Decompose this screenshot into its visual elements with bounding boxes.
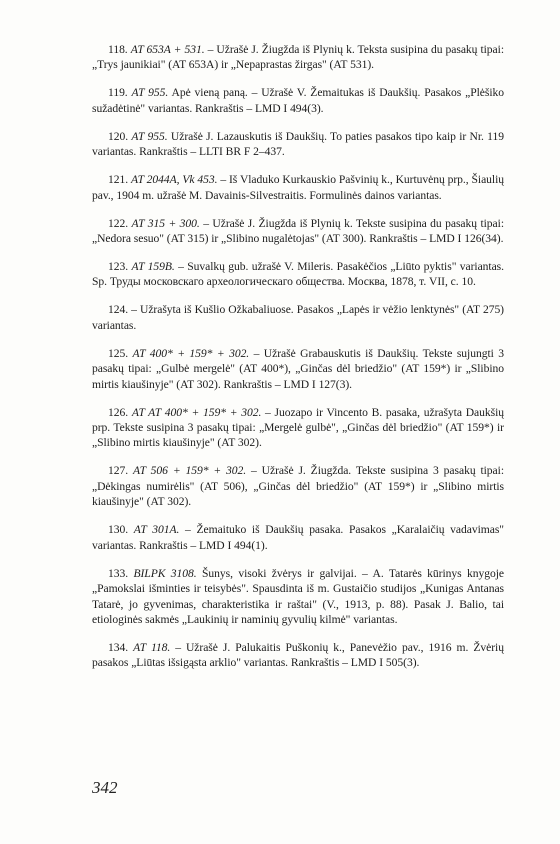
note-text: – Užrašė J. Žiugžda iš Plynių k. Tekste susipina du pasakų tipai: „Nedora sesuo" (AT 315) ir „Slibino nugalėtojas" (AT 300). Rankraštis – LMD I 126(34). [92,216,504,246]
note-number: 127. [108,464,129,478]
note-number: 124. [108,303,129,317]
note-134 [92,640,504,671]
note-number: 120. [108,129,129,143]
note-number: 134. [108,640,129,654]
note-reference: AT 955. [131,129,168,143]
note-reference: AT 400* + 159* + 302. [132,346,250,360]
note-number: 123. [108,260,129,274]
note-text: – Juozapo ir Vincento B. pasaka, užrašyta Daukšių prp. Tekste susipina 3 pasakų tipai: „Mergelė gulbė", „Ginčas dėl briedžio" (AT 159*) ir „Slibino mirtis kiaušinyje" (AT 302). [92,405,504,450]
note-text: Užrašė J. Lazauskutis iš Daukšių. To paties pasakos tipo kaip ir Nr. 119 variantas. Rankraštis – LLTI BR F 2–437. [92,129,504,159]
note-number: 122. [108,216,129,230]
note-text: – Iš Vladuko Kurkauskio Pašvinių k., Kurtuvėnų prp., Šiaulių pav., 1904 m. užrašė M. Davainis-Silvestraitis. Formulinės dainos variantas. [92,173,504,202]
note-text: – Suvalkų gub. užrašė V. Mileris. Pasakėčios „Liūto pyktis" variantas. Sp. Труды московскаго археологическаго общества. Москва, 1878, т. VII, с. 10. [92,260,504,289]
note-122 [92,216,504,247]
note-118 [92,42,504,73]
note-reference: AT 2044A, Vk 453. [130,173,218,187]
note-reference: BILPK 3108. [133,566,197,580]
note-121 [92,172,504,203]
note-text: – Užrašė J. Žiugžda iš Plynių k. Teksta susipina du pasakų tipai: „Trys jaunikiai" (AT 653A) ir „Nepaprastas žirgas" (AT 531). [92,43,504,72]
note-124 [92,302,504,333]
note-reference: AT 506 + 159* + 302. [133,464,247,478]
note-text: – Užrašyta iš Kušlio Ožkabaliuose. Pasakos „Lapės ir vėžio lenktynės" (AT 275) variantas. [92,303,504,332]
note-reference: AT AT 400* + 159* + 302. [131,405,262,419]
note-120 [92,129,504,160]
note-number: 121. [108,173,129,187]
note-reference: AT 159B. [131,260,175,274]
page-number: 342 [92,778,118,797]
note-number: 126. [108,405,129,419]
note-reference: AT 653A + 531. [130,43,205,56]
note-reference: AT 955. [131,86,169,100]
note-number: 130. [108,523,129,537]
note-125 [92,346,504,392]
note-133 [92,566,504,628]
note-123 [92,259,504,290]
note-119 [92,85,504,116]
note-text: Apė vieną paną. – Užrašė V. Žemaitukas iš Daukšių. Pasakos „Plėšiko sužadėtinė" variantas. Rankraštis – LMD I 494(3). [92,86,504,115]
note-text: – Užrašė J. Palukaitis Puškonių k., Panevėžio pav., 1916 m. Žvėrių pasakos „Liūtas išsigąsta arklio" variantas. Rankraštis – LMD I 505(3). [92,640,504,670]
note-127 [92,463,504,509]
note-reference: AT 315 + 300. [131,216,200,230]
note-text: Šunys, visoki žvėrys ir galvijai. – A. Tatarės kūrinys knygoje „Pamokslai išminties ir teisybės". Spausdinta iš m. Gustaičio studijos „Kunigas Antanas Tatarė, jo gyvenimas, charakteristika ir raštai" (V., 1913, p. 88). Pasak J. Balio, tai etiologinės sakmės „Laukinių ir naminių gyvulių kilmė" variantas. [92,566,504,626]
note-number: 118. [108,43,128,56]
note-130 [92,522,504,553]
note-text: – Užrašė Grabauskutis iš Daukšių. Tekste sujungti 3 pasakų tipai: „Gulbė mergelė" (AT 400*), „Ginčas dėl briedžio" (AT 159*) ir „Slibino mirtis kiaušinyje" (AT 302). Rankraštis – LMD I 127(3). [92,346,504,391]
note-reference: AT 301A. [133,523,180,537]
note-126 [92,405,504,451]
note-text: – Užrašė J. Žiugžda. Tekste susipina 3 pasakų tipai: „Dėkingas numirėlis" (AT 506), „Ginčas dėl briedžio" (AT 159*) ir „Slibino mirtis kiaušinyje" (AT 302). [92,464,504,509]
note-reference: AT 118. [133,640,171,654]
note-number: 119. [108,86,128,100]
note-number: 133. [108,566,129,580]
commentary-notes [92,42,504,683]
note-number: 125. [108,346,129,360]
note-text: – Žemaituko iš Daukšių pasaka. Pasakos „Karalaičių vadavimas" variantas. Rankraštis – LMD I 494(1). [92,523,504,552]
